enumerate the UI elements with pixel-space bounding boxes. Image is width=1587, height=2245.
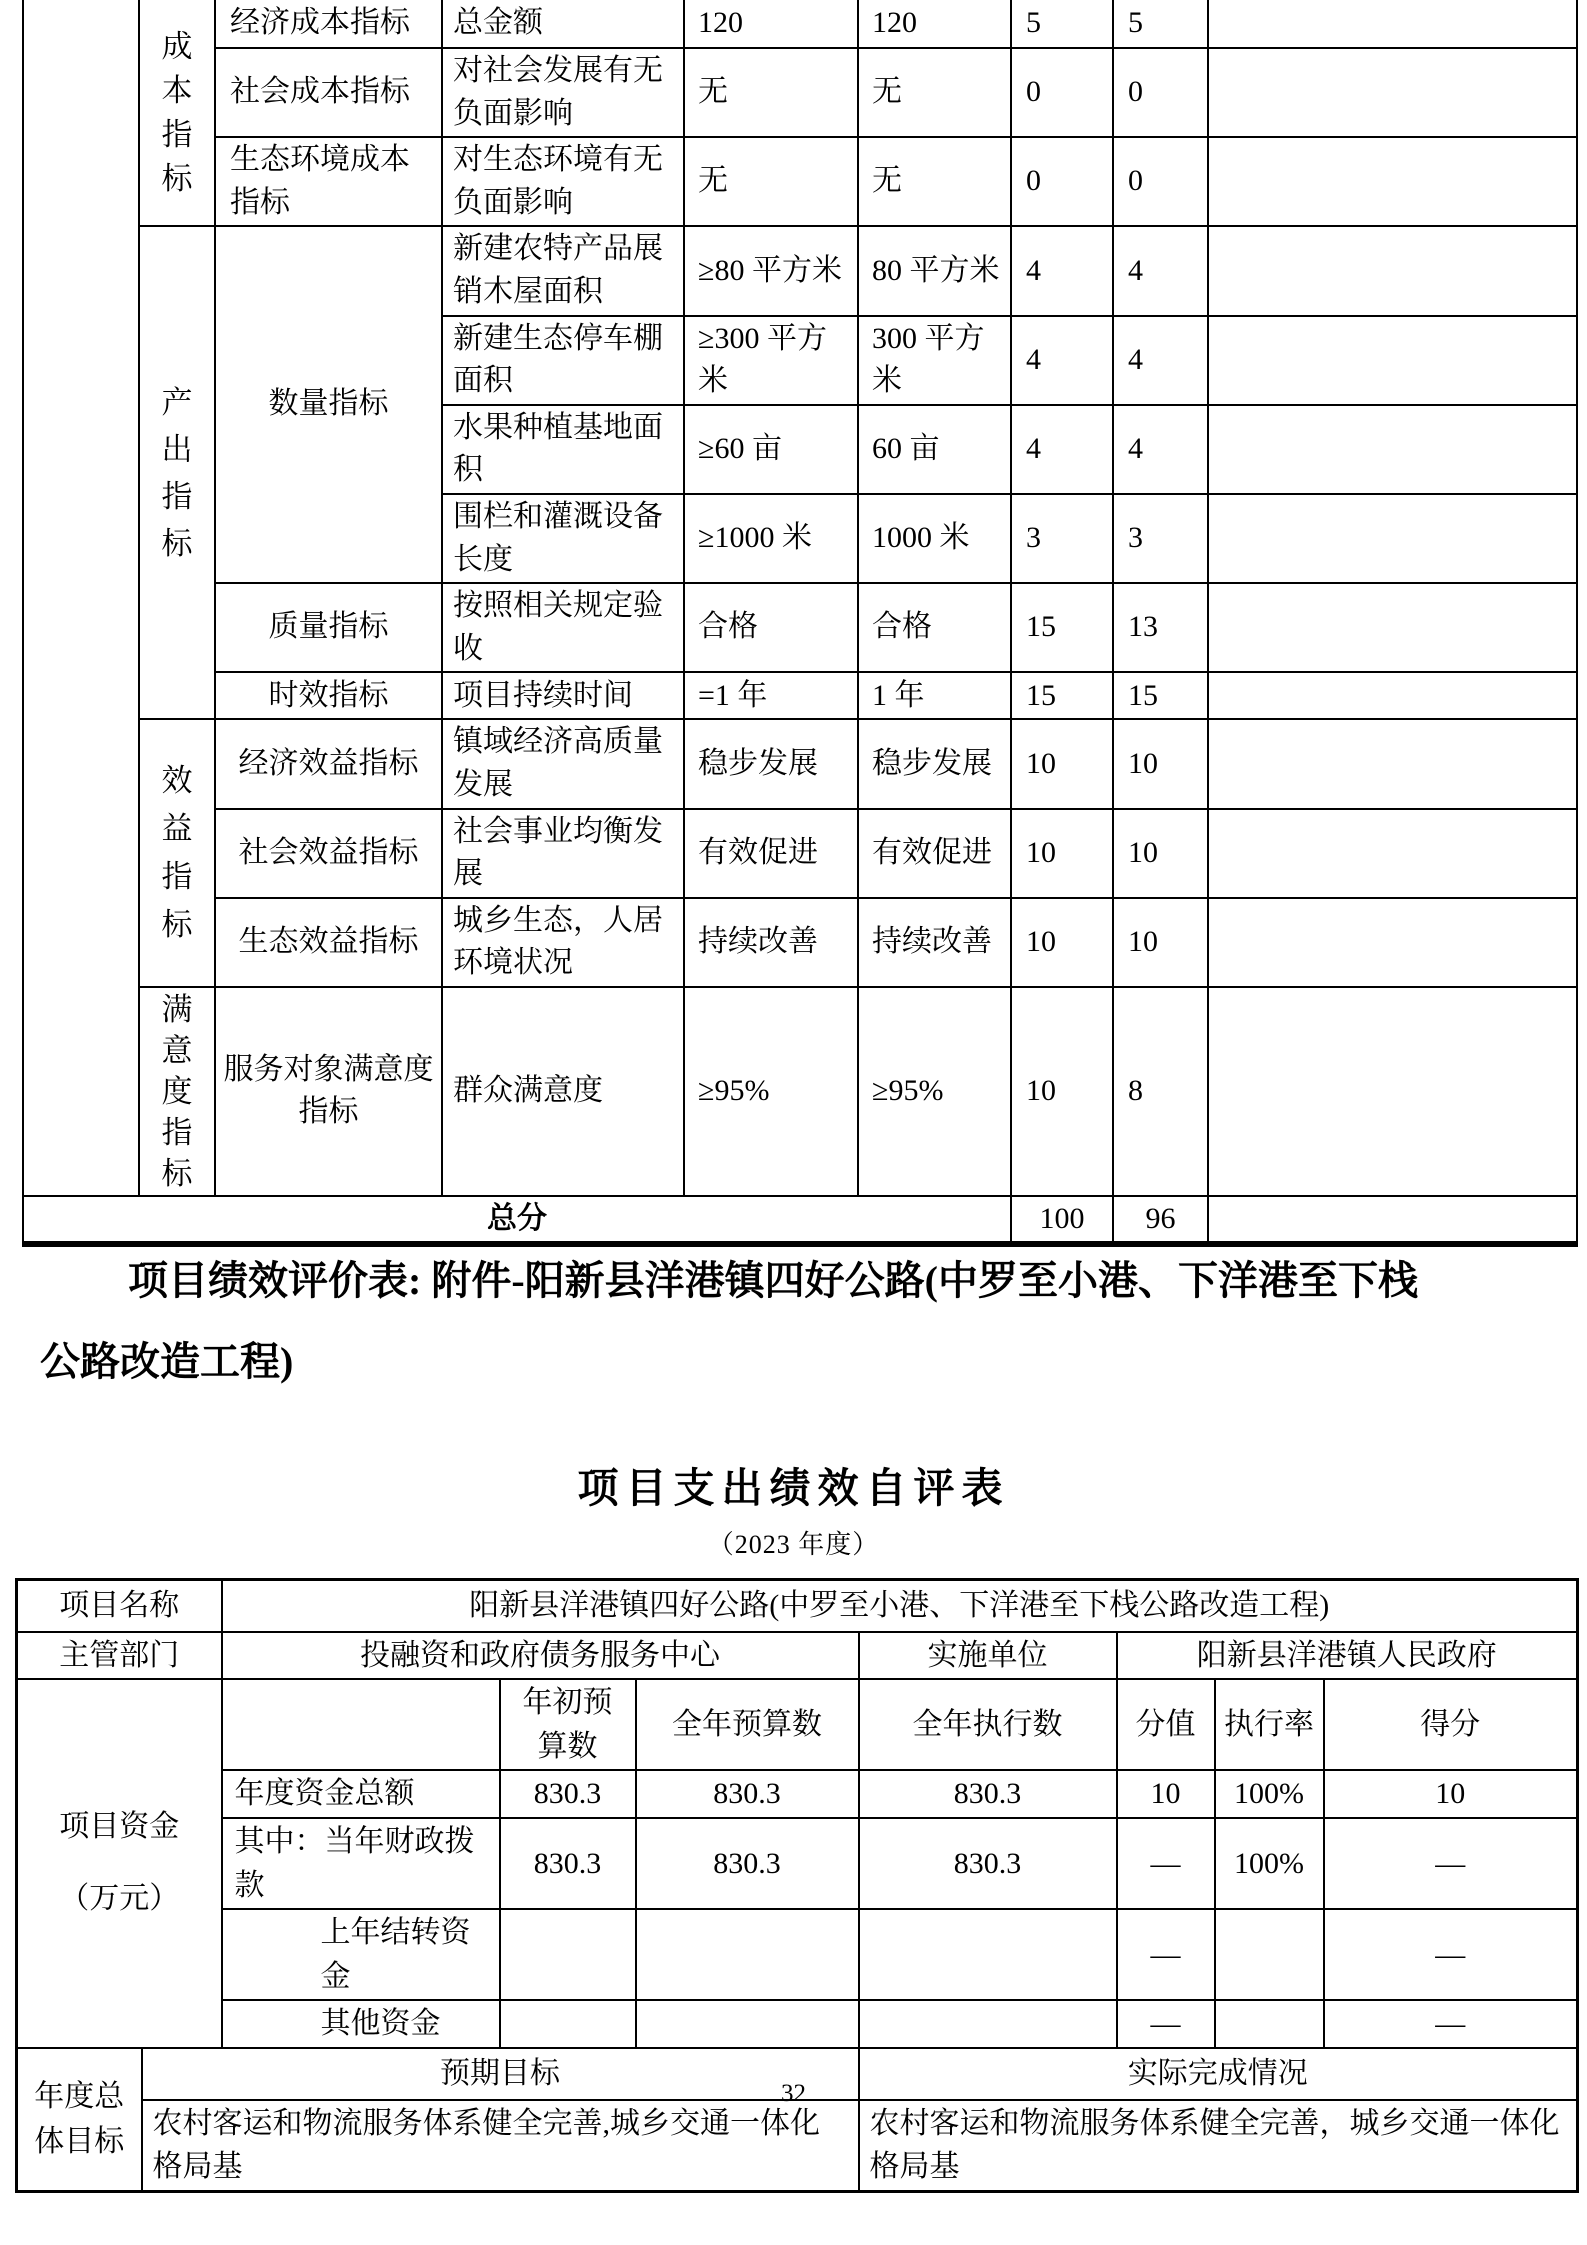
target-value-cell: ≥300 平方米: [684, 316, 858, 405]
table-row: [23, 809, 1577, 898]
indicator-name-cell: 新建生态停车棚面积: [442, 316, 684, 405]
remark-cell: [1208, 583, 1577, 672]
indicator-name-cell: 社会事业均衡发展: [442, 809, 684, 898]
indicator-category-cell: 质量指标: [215, 583, 442, 672]
actual-value-cell: 1000 米: [858, 494, 1011, 583]
score-cell: 0: [1011, 48, 1113, 137]
project-name-label-cell: 项目名称: [17, 1580, 222, 1632]
score-cell: 4: [1011, 316, 1113, 405]
indicator-category-cell: 生态环境成本指标: [215, 137, 442, 226]
actual-value-cell: 无: [858, 48, 1011, 137]
got-cell: 13: [1113, 583, 1208, 672]
remark-cell: [1208, 48, 1577, 137]
group-cell-output: [139, 226, 215, 719]
target-value-cell: ≥1000 米: [684, 494, 858, 583]
indicator-category-cell: 时效指标: [215, 672, 442, 719]
target-value-cell: =1 年: [684, 672, 858, 719]
actual-completion-text: 农村客运和物流服务体系健全完善，城乡交通一体化格局基: [859, 2100, 1578, 2192]
target-value-cell: 无: [684, 48, 858, 137]
funds-header-row: [17, 1679, 1578, 1770]
indicator-category-cell: 社会效益指标: [215, 809, 442, 898]
total-label-cell: 总分: [23, 1196, 1011, 1245]
group-label-output: 产出指标: [161, 384, 193, 561]
actual-value-cell: 120: [858, 0, 1011, 48]
got-cell: 8: [1113, 987, 1208, 1196]
remark-cell: [1208, 987, 1577, 1196]
target-value-cell: ≥80 平方米: [684, 226, 858, 315]
target-value-cell: ≥60 亩: [684, 405, 858, 494]
score-cell: 3: [1011, 494, 1113, 583]
indicator-name-cell: 围栏和灌溉设备长度: [442, 494, 684, 583]
fund-budget-cell: 830.3: [636, 1818, 859, 1909]
remark-cell: [1208, 719, 1577, 808]
table-row: [23, 987, 1577, 1196]
evaluation-table-caption: [40, 1240, 1567, 1402]
self-eval-table-top: [15, 1578, 1579, 2049]
fund-rate-cell: 100%: [1215, 1770, 1324, 1818]
blank-cell: [222, 1679, 500, 1770]
indicator-name-cell: 总金额: [442, 0, 684, 48]
actual-value-cell: ≥95%: [858, 987, 1011, 1196]
actual-value-cell: 稳步发展: [858, 719, 1011, 808]
fund-executed-cell: 830.3: [859, 1770, 1117, 1818]
header-got: 得分: [1324, 1679, 1578, 1770]
target-value-cell: 有效促进: [684, 809, 858, 898]
target-value-cell: 无: [684, 137, 858, 226]
actual-value-cell: 有效促进: [858, 809, 1011, 898]
got-cell: 10: [1113, 898, 1208, 987]
caption-line-1: 项目绩效评价表: 附件-阳新县洋港镇四好公路(中罗至小港、下洋港至下栈: [128, 1258, 1418, 1303]
target-value-cell: 合格: [684, 583, 858, 672]
funds-label-cell: [17, 1679, 222, 2048]
indicator-name-cell: 按照相关规定验收: [442, 583, 684, 672]
group-cell-cost: [139, 0, 215, 226]
indicator-name-cell: 对社会发展有无负面影响: [442, 48, 684, 137]
actual-value-cell: 60 亩: [858, 405, 1011, 494]
impl-label-cell: 实施单位: [859, 1632, 1117, 1680]
fund-budget-cell: 830.3: [636, 1770, 859, 1818]
indicator-score-table: [22, 0, 1578, 1247]
fund-got-cell: 10: [1324, 1770, 1578, 1818]
indicator-category-cell: [215, 987, 442, 1196]
actual-value-cell: 合格: [858, 583, 1011, 672]
group-cell-benefit: [139, 719, 215, 987]
fund-row-label: 其中：当年财政拨款: [222, 1818, 500, 1909]
target-value-cell: 120: [684, 0, 858, 48]
fund-score-cell: —: [1117, 2000, 1215, 2048]
fund-row-label: 上年结转资金: [222, 1909, 500, 2000]
indicator-name-cell: 群众满意度: [442, 987, 684, 1196]
actual-value-cell: 1 年: [858, 672, 1011, 719]
got-cell: 0: [1113, 48, 1208, 137]
fund-row: [17, 1818, 1578, 1909]
fund-score-cell: —: [1117, 1909, 1215, 2000]
page-number: 32: [781, 2080, 806, 2107]
table-row: [23, 672, 1577, 719]
table-row: [23, 719, 1577, 808]
indicator-category-cell: 数量指标: [215, 226, 442, 583]
table-row: [23, 48, 1577, 137]
table-row: [23, 0, 1577, 48]
indicator-name-cell: 对生态环境有无负面影响: [442, 137, 684, 226]
project-name-row: [17, 1580, 1578, 1632]
score-cell: 0: [1011, 137, 1113, 226]
fund-score-cell: 10: [1117, 1770, 1215, 1818]
funds-label: 项目资金（万元）: [59, 1810, 180, 1916]
project-name-value-cell: 阳新县洋港镇四好公路(中罗至小港、下洋港至下栈公路改造工程): [222, 1580, 1578, 1632]
fund-rate-cell: [1215, 2000, 1324, 2048]
fund-executed-cell: [859, 1909, 1117, 2000]
fund-executed-cell: 830.3: [859, 1818, 1117, 1909]
indicator-name-cell: 镇域经济高质量发展: [442, 719, 684, 808]
fund-budget-cell: [636, 2000, 859, 2048]
got-cell: 10: [1113, 719, 1208, 808]
remark-cell: [1208, 494, 1577, 583]
remark-cell: [1208, 672, 1577, 719]
remark-cell: [1208, 405, 1577, 494]
indicator-name-cell: 城乡生态，人居环境状况: [442, 898, 684, 987]
actual-completion-header: 实际完成情况: [859, 2049, 1578, 2100]
fund-budget-cell: [636, 1909, 859, 2000]
fund-row-label: 年度资金总额: [222, 1770, 500, 1818]
target-value-cell: 稳步发展: [684, 719, 858, 808]
remark-cell: [1208, 0, 1577, 48]
remark-cell: [1208, 809, 1577, 898]
goal-content-row: [17, 2100, 1578, 2192]
annual-goal-label-cell: [17, 2049, 142, 2192]
score-cell: 4: [1011, 405, 1113, 494]
header-budget-total: 全年预算数: [636, 1679, 859, 1770]
fund-executed-cell: [859, 2000, 1117, 2048]
remark-cell: [1208, 137, 1577, 226]
score-cell: 5: [1011, 0, 1113, 48]
table-row: [23, 898, 1577, 987]
fund-rate-cell: [1215, 1909, 1324, 2000]
target-value-cell: 持续改善: [684, 898, 858, 987]
expected-goal-text: 农村客运和物流服务体系健全完善,城乡交通一体化格局基: [142, 2100, 859, 2192]
fund-row-label: 其他资金: [222, 2000, 500, 2048]
score-cell: 10: [1011, 809, 1113, 898]
total-score-cell: 100: [1011, 1196, 1113, 1245]
score-cell: 15: [1011, 672, 1113, 719]
fund-initial-cell: [500, 1909, 636, 2000]
indicator-category-cell: 生态效益指标: [215, 898, 442, 987]
got-cell: 3: [1113, 494, 1208, 583]
got-cell: 4: [1113, 226, 1208, 315]
fund-rate-cell: 100%: [1215, 1818, 1324, 1909]
target-value-cell: ≥95%: [684, 987, 858, 1196]
header-budget-initial: 年初预算数: [500, 1679, 636, 1770]
fund-row: [17, 2000, 1578, 2048]
remark-cell: [1208, 898, 1577, 987]
actual-value-cell: 300 平方米: [858, 316, 1011, 405]
self-eval-year: （2023 年度）: [707, 1530, 880, 1559]
indicator-category-cell: 经济效益指标: [215, 719, 442, 808]
fund-got-cell: —: [1324, 1909, 1578, 2000]
score-cell: 10: [1011, 898, 1113, 987]
department-row: [17, 1632, 1578, 1680]
fund-row: [17, 1770, 1578, 1818]
header-executed: 全年执行数: [859, 1679, 1117, 1770]
fund-initial-cell: 830.3: [500, 1818, 636, 1909]
fund-got-cell: —: [1324, 1818, 1578, 1909]
got-cell: 0: [1113, 137, 1208, 226]
group-cell-satisfaction: [139, 987, 215, 1196]
indicator-category-cell: 社会成本指标: [215, 48, 442, 137]
actual-value-cell: 80 平方米: [858, 226, 1011, 315]
fund-initial-cell: [500, 2000, 636, 2048]
got-cell: 5: [1113, 0, 1208, 48]
group-label-satisfaction: 满意度指标: [161, 991, 193, 1191]
fund-score-cell: —: [1117, 1818, 1215, 1909]
table-row: [23, 226, 1577, 315]
table-row: [23, 583, 1577, 672]
dept-label-cell: 主管部门: [17, 1632, 222, 1680]
got-cell: 15: [1113, 672, 1208, 719]
header-exec-rate: 执行率: [1215, 1679, 1324, 1770]
got-cell: 4: [1113, 405, 1208, 494]
group-label-benefit: 效益指标: [161, 763, 193, 943]
indicator-name-cell: 项目持续时间: [442, 672, 684, 719]
total-row: [23, 1196, 1577, 1245]
score-cell: 10: [1011, 719, 1113, 808]
fund-row: [17, 1909, 1578, 2000]
table-row: [23, 137, 1577, 226]
dept-value-cell: 投融资和政府债务服务中心: [222, 1632, 859, 1680]
self-eval-title: 项目支出绩效自评表: [577, 1465, 1010, 1511]
self-eval-table-goals: [15, 2049, 1579, 2193]
remark-cell: [1208, 316, 1577, 405]
actual-value-cell: 持续改善: [858, 898, 1011, 987]
fund-initial-cell: 830.3: [500, 1770, 636, 1818]
caption-line-2: 公路改造工程): [40, 1339, 294, 1384]
left-spacer-cell: [23, 0, 139, 1196]
total-got-cell: 96: [1113, 1196, 1208, 1245]
got-cell: 10: [1113, 809, 1208, 898]
remark-cell: [1208, 226, 1577, 315]
impl-value-cell: 阳新县洋港镇人民政府: [1117, 1632, 1578, 1680]
annual-goal-label: 年度总体目标: [34, 2080, 125, 2158]
header-score: 分值: [1117, 1679, 1215, 1770]
score-cell: 15: [1011, 583, 1113, 672]
score-cell: 4: [1011, 226, 1113, 315]
indicator-name-cell: 水果种植基地面积: [442, 405, 684, 494]
score-cell: 10: [1011, 987, 1113, 1196]
category-text: 服务对象满意度指标: [223, 1052, 434, 1129]
remark-cell: [1208, 1196, 1577, 1245]
group-label-cost: 成本指标: [161, 28, 193, 196]
indicator-category-cell: 经济成本指标: [215, 0, 442, 48]
fund-got-cell: —: [1324, 2000, 1578, 2048]
actual-value-cell: 无: [858, 137, 1011, 226]
got-cell: 4: [1113, 316, 1208, 405]
indicator-name-cell: 新建农特产品展销木屋面积: [442, 226, 684, 315]
expected-goal-header: 预期目标: [142, 2049, 859, 2100]
